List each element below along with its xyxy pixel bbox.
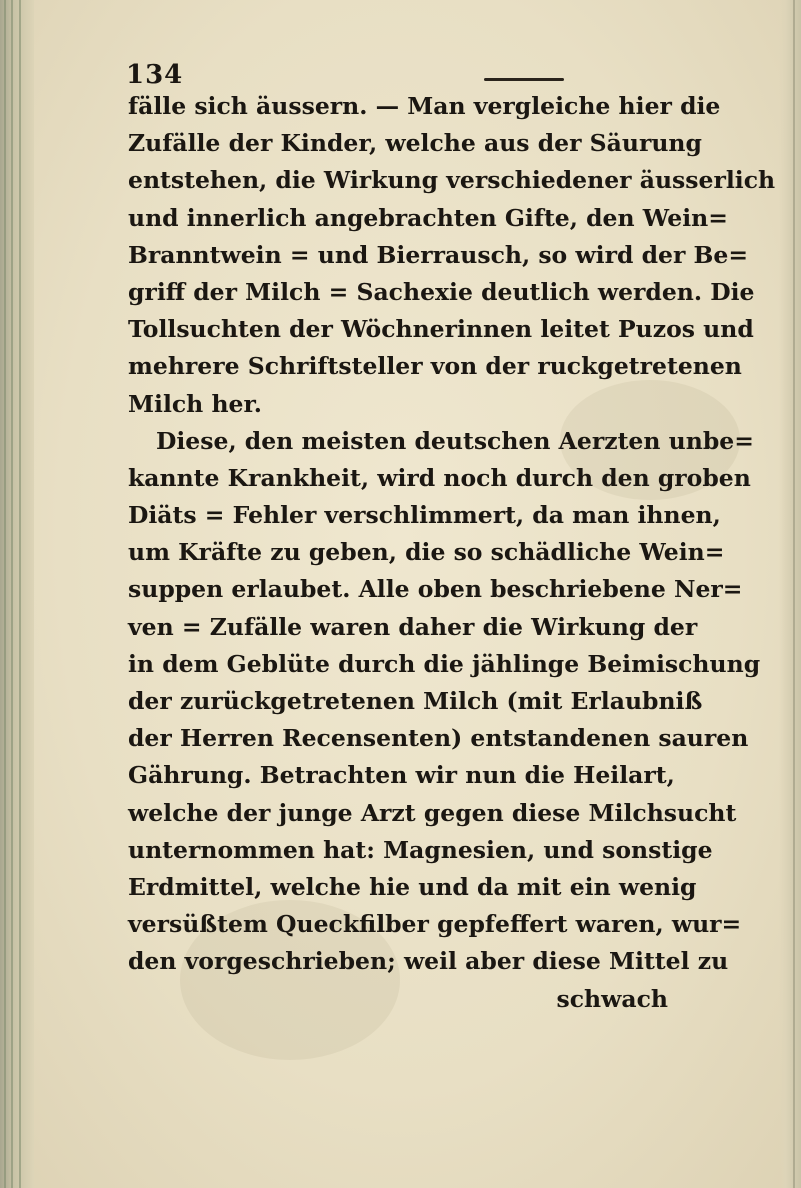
- text-line: um Kräfte zu geben, die so schädliche Wein=: [128, 538, 725, 567]
- text-line: den vorgeschrieben; weil aber diese Mittel zu: [128, 947, 729, 976]
- text-line: in dem Geblüte durch die jählinge Beimischung: [128, 649, 761, 678]
- text-line: entstehen, die Wirkung verschiedener äusserlich: [128, 166, 776, 195]
- text-line: versüßtem Queckfilber gepfeffert waren, wur=: [128, 910, 742, 939]
- text-line: griff der Milch = Sachexie deutlich werden. Die: [128, 277, 755, 306]
- text-line: der zurückgetretenen Milch (mit Erlaubniß: [128, 687, 703, 715]
- text-line: Branntwein = und Bierrausch, so wird der Be=: [128, 240, 749, 269]
- page-right-edge: [779, 0, 801, 1188]
- text-line: ven = Zufälle waren daher die Wirkung der: [128, 612, 698, 641]
- text-line: Erdmittel, welche hie und da mit ein wenig: [128, 872, 697, 901]
- text-line: und innerlich angebrachten Gifte, den Wein=: [128, 203, 728, 232]
- text-line: Tollsuchten der Wöchnerinnen leitet Puzos und: [128, 315, 754, 344]
- text-line: Milch her.: [128, 389, 262, 418]
- page-number: 134: [126, 60, 184, 90]
- text-line: Zufälle der Kinder, welche aus der Säurung: [128, 129, 702, 158]
- catchword: schwach: [556, 984, 668, 1013]
- header-rule: [484, 78, 564, 81]
- paragraph-start-line: Diese, den meisten deutschen Aerzten unbe=: [156, 426, 754, 455]
- text-line: mehrere Schriftsteller von der ruckgetretenen: [128, 352, 742, 381]
- text-line: fälle sich äussern. — Man vergleiche hier die: [128, 92, 721, 120]
- text-line: Gährung. Betrachten wir nun die Heilart,: [128, 761, 675, 790]
- page-binding-edge: [0, 0, 34, 1188]
- text-line: Diäts = Fehler verschlimmert, da man ihnen,: [128, 501, 721, 530]
- text-line: der Herren Recensenten) entstandenen sauren: [128, 724, 749, 753]
- text-line: suppen erlaubet. Alle oben beschriebene Ner=: [128, 575, 743, 604]
- text-line: welche der junge Arzt gegen diese Milchsucht: [128, 798, 737, 827]
- text-line: kannte Krankheit, wird noch durch den groben: [128, 463, 751, 492]
- body-text: [128, 88, 776, 1018]
- text-line: unternommen hat: Magnesien, und sonstige: [128, 835, 713, 864]
